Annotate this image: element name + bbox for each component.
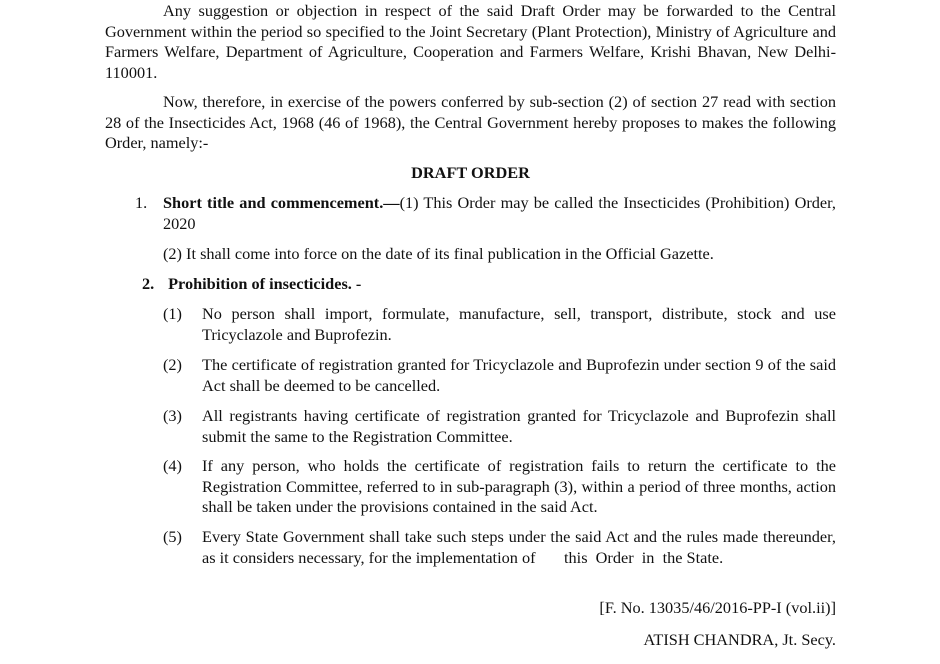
section-short-title (105, 193, 836, 234)
item-number: (5) (163, 527, 182, 546)
suggestion-paragraph: Any suggestion or objection in respect of the said Draft Order may be forwarded to the Central Government within the period so specified to the Joint Secretary (Plant Protection), Ministry of Agriculture and Farmers Welfare, Department of Agriculture, Cooperation and Farmers Welfare, Krishi Bhavan, New Delhi-110001. (105, 1, 836, 82)
item-text: The certificate of registration granted for Tricyclazole and Buprofezin under section 9 of the said Act shall be deemed to be cancelled. (202, 355, 836, 395)
list-item (163, 304, 836, 345)
section-body (163, 193, 836, 234)
item-number: (3) (163, 406, 182, 425)
item-text: No person shall import, formulate, manufacture, sell, transport, distribute, stock and use Tricyclazole and Buprofezin. (202, 304, 836, 344)
section-subclause-2: (2) It shall come into force on the date of its final publication in the Official Gazette. (163, 244, 714, 263)
powers-paragraph: Now, therefore, in exercise of the powers conferred by sub-section (2) of section 27 read with section 28 of the Insecticides Act, 1968 (46 of 1968), the Central Government hereby proposes to makes the following Order, namely:- (105, 92, 836, 152)
em-dash: — (383, 193, 400, 212)
file-number: [F. No. 13035/46/2016-PP-I (vol.ii)] (599, 598, 836, 617)
section-prohibition-heading (142, 274, 361, 294)
list-item (163, 456, 836, 518)
section-number: 2. (142, 274, 155, 293)
draft-order-heading: DRAFT ORDER (411, 163, 530, 182)
list-item (163, 355, 836, 396)
item-number: (1) (163, 304, 182, 323)
list-item (163, 527, 841, 568)
list-item (163, 406, 836, 447)
section-title: Prohibition of insecticides. - (168, 274, 362, 293)
item-text: All registrants having certificate of registration granted for Tricyclazole and Buprofezin shall submit the same to the Registration Committee. (202, 406, 836, 446)
item-number: (4) (163, 456, 182, 475)
section-title: Short title and commencement. (163, 193, 384, 212)
signature-line: ATISH CHANDRA, Jt. Secy. (643, 630, 836, 649)
item-text: If any person, who holds the certificate of registration fails to return the certificate to the Registration Committee, referred to in sub-paragraph (3), within a period of three months, action shall be taken under the provisions contained in the said Act. (202, 456, 836, 516)
item-number: (2) (163, 355, 182, 374)
section-text: (1) This Order may be called the Insecticides (Prohibition) Order, 2020 (163, 193, 837, 233)
section-number: 1. (135, 193, 148, 212)
item-text: Every State Government shall take such steps under the said Act and the rules made thereunder, as it considers necessary, for the implementation of this Order in the State. (202, 527, 841, 567)
